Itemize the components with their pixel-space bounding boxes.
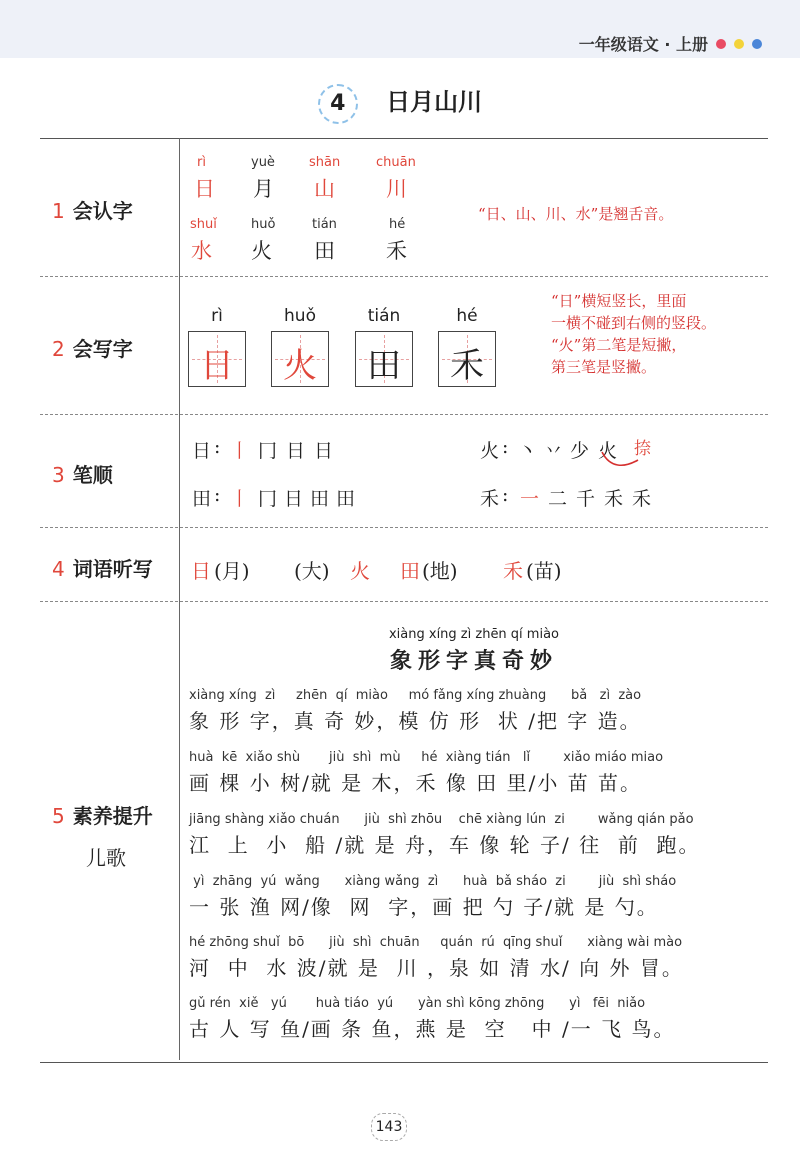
stroke-char: 田	[192, 488, 212, 510]
rhyme-line: 江 上 小 船 /就 是 舟，车 像 轮 子/ 往 前 跑。	[189, 833, 701, 857]
stroke-step: 禾	[632, 488, 652, 510]
pinyin: rì	[211, 306, 223, 326]
rhyme-line: 画 棵 小 树/就 是 木，禾 像 田 里/小 苗 苗。	[189, 771, 643, 795]
recognize-char: 月	[253, 177, 274, 201]
pinyin: shuǐ	[190, 217, 217, 232]
stroke-step: 田	[310, 488, 330, 510]
recognize-char: 水	[191, 239, 212, 263]
dictation-char: 田	[400, 559, 420, 583]
section-label-stroke-order: 3 笔顺	[52, 463, 113, 487]
rhyme-title-pinyin: xiàng xíng zì zhēn qí miào	[388, 627, 559, 642]
stroke-step: 少	[570, 440, 590, 462]
color-dot-yellow	[734, 39, 744, 49]
row-divider-3	[40, 527, 768, 528]
rhyme-line: 一 张 渔 网/像 网 字，画 把 勺 子/就 是 勺。	[189, 895, 659, 919]
recognize-char: 山	[314, 177, 335, 201]
retroflex-note: “日、山、川、水”是翘舌音。	[478, 205, 674, 223]
rhyme-line: 象 形 字，真 奇 妙，模 仿 形 状 /把 字 造。	[189, 709, 642, 733]
page-number: 143	[371, 1113, 407, 1141]
section-sublabel-rhyme: 儿歌	[86, 846, 126, 870]
writing-grid: 禾	[438, 331, 496, 387]
section-label-write: 2 会写字	[52, 337, 133, 361]
pinyin: chuān	[376, 155, 416, 170]
dictation-word: (苗)	[526, 559, 562, 583]
section-label-literacy: 5 素养提升	[52, 804, 153, 828]
stroke-step: 禾	[604, 488, 624, 510]
lesson-title	[0, 82, 800, 124]
lesson-number-badge: 4	[318, 84, 358, 124]
recognize-char: 火	[251, 239, 272, 263]
pinyin: huǒ	[251, 217, 276, 232]
dictation-word: (地)	[422, 559, 458, 583]
color-dot-blue	[752, 39, 762, 49]
stroke-sep: :	[214, 484, 221, 506]
stroke-char: 火	[480, 440, 500, 462]
rhyme-line-pinyin: hé zhōng shuǐ bō jiù shì chuān quán rú qīng shuǐ xiàng wài mào	[189, 935, 683, 950]
stroke-char: 日	[192, 440, 212, 462]
dictation-char: 禾	[503, 559, 523, 583]
stroke-char: 禾	[480, 488, 500, 510]
stroke-sep: :	[502, 484, 509, 506]
rhyme-line-pinyin: jiāng shàng xiǎo chuán jiù shì zhōu chē xiàng lún zi wǎng qián pǎo	[189, 812, 694, 827]
stroke-sep: :	[502, 436, 509, 458]
dictation-word: (月)	[214, 559, 250, 583]
recognize-char: 川	[386, 177, 407, 201]
pinyin: huǒ	[284, 306, 316, 326]
stroke-step: 丶	[518, 440, 538, 462]
stroke-step: 二	[548, 488, 568, 510]
rhyme-line-pinyin: xiàng xíng zì zhēn qí miào mó fǎng xíng zhuàng bǎ zì zào	[189, 688, 642, 703]
stroke-step: 丨	[230, 488, 250, 510]
recognize-char: 禾	[386, 239, 407, 263]
stroke-step: 田	[336, 488, 356, 510]
recognize-char: 日	[194, 177, 215, 201]
dictation-word: (大)	[294, 559, 330, 583]
dictation-char: 日	[191, 559, 211, 583]
section-label-dictation: 4 词语听写	[52, 557, 153, 581]
rhyme-line-pinyin: gǔ rén xiě yú huà tiáo yú yàn shì kōng zhōng yì fēi niǎo	[189, 996, 646, 1011]
pinyin: tián	[367, 306, 401, 326]
stroke-step: 日	[286, 440, 306, 462]
pinyin: shān	[309, 155, 341, 170]
rhyme-line-pinyin: huà kē xiǎo shù jiù shì mù hé xiàng tián lǐ xiǎo miáo miao	[189, 750, 664, 765]
stroke-step: 日	[284, 488, 304, 510]
table-bottom-rule	[40, 1062, 768, 1063]
rhyme-title: 象形字真奇妙	[389, 649, 558, 674]
recognize-char: 田	[314, 239, 335, 263]
stroke-step: 日	[314, 440, 334, 462]
stroke-step: 一	[520, 488, 540, 510]
book-title: 一年级语文 · 上册	[578, 35, 708, 54]
stroke-step: 丷	[544, 440, 564, 462]
pinyin: rì	[197, 155, 206, 170]
table-top-rule	[40, 138, 768, 139]
section-label-recognize: 1 会认字	[52, 199, 133, 223]
dictation-char: 火	[350, 559, 370, 583]
color-dot-red	[716, 39, 726, 49]
writing-grid: 火	[271, 331, 329, 387]
column-divider	[179, 138, 180, 1060]
stroke-sep: :	[214, 436, 221, 458]
writing-grid: 日	[188, 331, 246, 387]
stroke-step: 火	[598, 440, 618, 462]
stroke-name-note: 捺	[634, 439, 651, 459]
lesson-title-text: 日月山川	[386, 88, 483, 116]
handwritten-note: “日”横短竖长，里面 一横不碰到右侧的竖段。 “火”第二笔是短撇， 第三笔是竖撇。	[551, 292, 717, 376]
stroke-step: 冂	[258, 440, 278, 462]
row-divider-2	[40, 414, 768, 415]
writing-grid: 田	[355, 331, 413, 387]
book-header	[579, 32, 762, 55]
pinyin: hé	[389, 217, 406, 232]
rhyme-line: 河 中 水 波/就 是 川 ，泉 如 清 水/ 向 外 冒。	[189, 956, 684, 980]
stroke-step: 千	[576, 488, 596, 510]
stroke-step: 丨	[230, 440, 250, 462]
row-divider-4	[40, 601, 768, 602]
rhyme-line-pinyin: yì zhāng yú wǎng xiàng wǎng zì huà bǎ sháo zi jiù shì sháo	[189, 874, 677, 889]
pinyin: yuè	[251, 155, 275, 170]
stroke-step: 冂	[258, 488, 278, 510]
row-divider-1	[40, 276, 768, 277]
pinyin: hé	[456, 306, 478, 326]
pinyin: tián	[312, 217, 337, 232]
rhyme-line: 古 人 写 鱼/画 条 鱼，燕 是 空 中 /一 飞 鸟。	[189, 1017, 676, 1041]
